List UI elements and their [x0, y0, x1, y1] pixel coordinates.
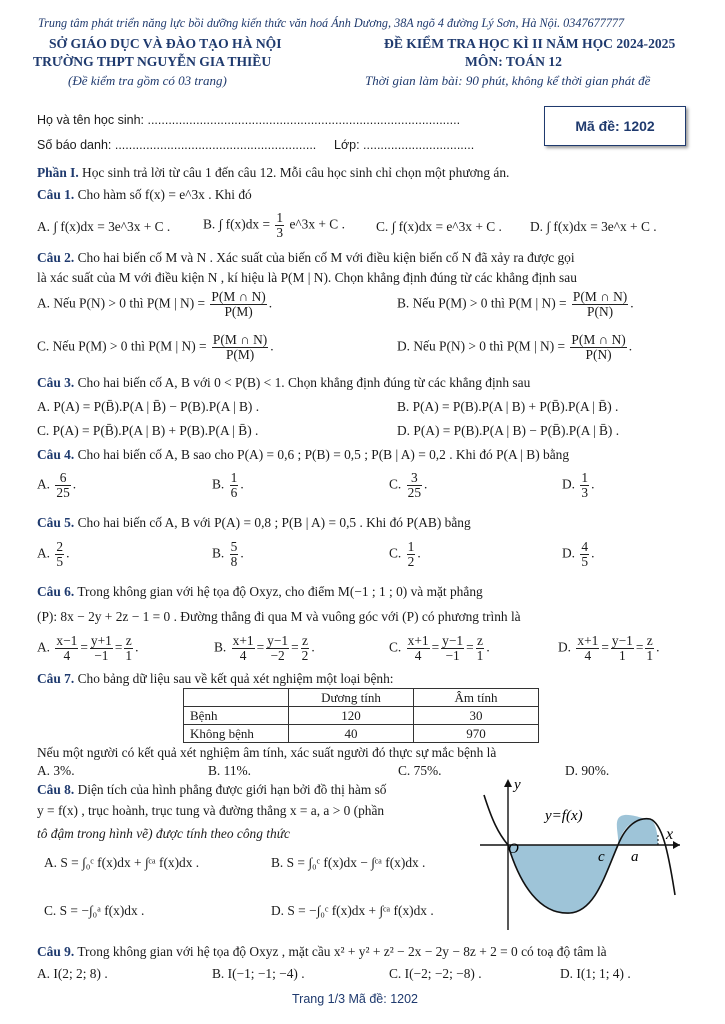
q3-option-a[interactable]: A. P(A) = P(B̄).P(A | B̄) − P(B).P(A | B) .: [37, 399, 260, 414]
numerator: y−1: [267, 633, 289, 648]
question-2: [37, 250, 575, 266]
question-label: Câu 5.: [37, 515, 75, 530]
fraction: [275, 211, 284, 240]
q5-option-d[interactable]: D. $\frac{4}{5}$ .: [562, 539, 595, 569]
question-9: [37, 944, 607, 960]
numerator: 1: [407, 539, 415, 554]
option-letter: B.: [212, 476, 225, 492]
q8-option-a[interactable]: A. S = ∫₀ᶜ f(x)dx + ∫ᶜᵃ f(x)dx .: [44, 855, 200, 870]
fraction: [301, 634, 310, 663]
q2-option-a[interactable]: A. Nếu P(N) > 0 thì P(M | N) = $\frac{P(M \cap N)}{P(M)}$ .: [37, 289, 273, 319]
q3-option-d[interactable]: D. P(A) = P(B).P(A | B) − P(B̄).P(A | B̄) .: [397, 423, 620, 438]
q7-option-b[interactable]: B. 11%.: [208, 763, 252, 778]
header-subject: MÔN: TOÁN 12: [465, 54, 562, 69]
option-letter: A.: [37, 639, 51, 655]
option-letter: A.: [37, 545, 51, 561]
denominator: P(M): [225, 347, 255, 362]
option-letter: B.: [214, 639, 227, 655]
denominator: 4: [63, 648, 71, 663]
q6-option-b[interactable]: B. $\frac{x+1}{4}$ = $\frac{y-1}{-2}$ = $\frac{z}{2}$ .: [214, 633, 315, 663]
function-label: y=f(x): [545, 808, 583, 824]
header-department: SỞ GIÁO DỤC VÀ ĐÀO TẠO HÀ NỘI: [49, 36, 282, 51]
q1-option-d[interactable]: D. ∫ f(x)dx = 3e^x + C .: [530, 219, 657, 234]
option-letter: B.: [212, 545, 225, 561]
q9-option-c[interactable]: C. I(−2; −2; −8) .: [389, 966, 482, 981]
denominator: 25: [56, 485, 70, 500]
numerator: x+1: [407, 633, 429, 648]
numerator: 1: [230, 470, 238, 485]
numerator: x+1: [577, 633, 599, 648]
student-name-field[interactable]: Họ và tên học sinh: ..........................................................................................: [37, 113, 461, 127]
fraction: [645, 634, 654, 663]
fraction: [407, 634, 430, 663]
denominator: 5: [56, 554, 64, 569]
x-axis-arrow: [673, 841, 680, 849]
fraction: [55, 471, 70, 500]
question-6-line-2: (P): 8x − 2y + 2z − 1 = 0 . Đường thẳng đi qua M và vuông góc với (P) có phương trình là: [37, 609, 521, 624]
numerator: 4: [581, 539, 589, 554]
numerator: z: [646, 633, 653, 648]
option-letter: A.: [37, 476, 51, 492]
q8-option-b[interactable]: B. S = ∫₀ᶜ f(x)dx − ∫ᶜᵃ f(x)dx .: [271, 855, 426, 870]
part-1-instructions: [37, 165, 509, 181]
table-row: [184, 689, 539, 707]
function-graph: [470, 775, 690, 935]
header-exam-title: ĐỀ KIỂM TRA HỌC KÌ II NĂM HỌC 2024-2025: [384, 36, 676, 51]
x-axis-label: x: [666, 826, 674, 843]
denominator: 3: [581, 485, 589, 500]
denominator: 5: [581, 554, 589, 569]
q7-option-a[interactable]: A. 3%.: [37, 763, 75, 778]
fraction: [232, 634, 255, 663]
denominator: 4: [414, 648, 422, 663]
table-row: [184, 725, 539, 743]
denominator: P(N): [585, 347, 612, 362]
question-7: [37, 671, 394, 687]
denominator: 2: [407, 554, 415, 569]
numerator: y−1: [611, 633, 633, 648]
q8-option-d[interactable]: D. S = −∫₀ᶜ f(x)dx + ∫ᶜᵃ f(x)dx .: [271, 903, 434, 918]
question-3: [37, 375, 530, 391]
q7-option-d[interactable]: D. 90%.: [565, 763, 610, 778]
fraction: [407, 471, 422, 500]
q7-option-c[interactable]: C. 75%.: [398, 763, 442, 778]
numerator: z: [477, 633, 483, 648]
fraction: [210, 290, 266, 319]
question-8: [37, 782, 387, 798]
origin-label: O: [508, 841, 519, 857]
page-footer: Trang 1/3 Mã đề: 1202: [292, 992, 419, 1006]
table-header: Dương tính: [289, 689, 414, 707]
q2-option-d[interactable]: D. Nếu P(N) > 0 thì P(M | N) = $\frac{P(M \cap N)}{P(N)}$ .: [397, 332, 633, 362]
question-text: Cho hai biến cố A, B sao cho P(A) = 0,6 ; P(B) = 0,5 ; P(B | A) = 0,2 . Khi đó P(A | B) bằng: [77, 447, 570, 462]
option-letter: D.: [562, 545, 576, 561]
q4-option-c[interactable]: C. $\frac{3}{25}$ .: [389, 470, 428, 500]
question-label: Câu 9.: [37, 944, 75, 959]
table-cell: 970: [414, 725, 539, 743]
q9-option-d[interactable]: D. I(1; 1; 4) .: [560, 966, 631, 981]
c-label: c: [598, 849, 605, 865]
question-text: Cho hai biến cố M và N . Xác suất của biến cố M với điều kiện biến cố N đã xảy ra được gọi: [77, 250, 575, 265]
header-duration: Thời gian làm bài: 90 phút, không kể thời gian phát đề: [365, 73, 651, 88]
q8-option-c[interactable]: C. S = −∫₀ᵃ f(x)dx .: [44, 903, 145, 918]
denominator: 25: [407, 485, 422, 500]
denominator: 8: [230, 554, 238, 569]
fraction: [90, 634, 113, 663]
header-page-count: (Đề kiểm tra gồm có 03 trang): [68, 73, 227, 88]
q1-b-post: e^3x + C .: [289, 216, 345, 232]
q9-option-a[interactable]: A. I(2; 2; 8) .: [37, 966, 108, 981]
denominator: 1: [619, 648, 626, 663]
denominator: 1: [125, 648, 133, 663]
fraction: [476, 634, 485, 663]
q1-option-b[interactable]: [203, 211, 345, 240]
question-label: Câu 4.: [37, 447, 75, 462]
numerator: 5: [230, 539, 238, 554]
option-letter: C.: [389, 545, 402, 561]
denominator: 4: [239, 648, 247, 663]
question-label: Câu 1.: [37, 187, 75, 202]
denominator: 4: [584, 648, 592, 663]
table-header: Âm tính: [414, 689, 539, 707]
question-2-line-2: là xác suất của M với điều kiện N , kí hiệu là P(M | N). Chọn khẳng định đúng từ các khẳng định sau: [37, 270, 577, 285]
numerator: z: [302, 633, 308, 648]
q6-option-c[interactable]: C. $\frac{x+1}{4}$ = $\frac{y-1}{-1}$ = $\frac{z}{1}$ .: [389, 633, 490, 663]
header-school: TRƯỜNG THPT NGUYỄN GIA THIỀU: [33, 54, 272, 69]
table-cell: 40: [289, 725, 414, 743]
question-5: [37, 515, 471, 531]
question-text: Cho bảng dữ liệu sau về kết quả xét nghiệm một loại bệnh:: [77, 671, 394, 686]
q2-b-pre: B. Nếu P(M) > 0 thì P(M | N) =: [397, 295, 567, 311]
option-letter: C.: [389, 639, 402, 655]
fraction: [55, 634, 78, 663]
fraction: [570, 333, 626, 362]
q1-option-a[interactable]: A. ∫ f(x)dx = 3e^3x + C .: [37, 219, 171, 234]
exam-code: Mã đề: 1202: [575, 118, 655, 134]
question-text: Cho hàm số f(x) = e^3x . Khi đó: [77, 187, 252, 202]
numerator: 1: [581, 470, 589, 485]
exam-code-box: [544, 106, 686, 146]
table-cell: Bệnh: [184, 707, 289, 725]
q9-option-b[interactable]: B. I(−1; −1; −4) .: [212, 966, 305, 981]
numerator: y−1: [442, 633, 464, 648]
q6-option-a[interactable]: A. $\frac{x-1}{4}$ = $\frac{y+1}{-1}$ = $\frac{z}{1}$ .: [37, 633, 139, 663]
denominator: 2: [301, 648, 309, 663]
fraction: [576, 634, 599, 663]
q6-option-d[interactable]: D. $\frac{x+1}{4}$ = $\frac{y-1}{1}$ = $\frac{z}{1}$ .: [558, 633, 660, 663]
question-text: Trong không gian với hệ tọa độ Oxyz, cho điểm M(−1 ; 1 ; 0) và mặt phẳng: [77, 584, 483, 599]
question-1: [37, 187, 252, 203]
question-text: Cho hai biến cố A, B với 0 < P(B) < 1. Chọn khẳng định đúng từ các khẳng định sau: [77, 375, 531, 390]
numerator: x+1: [232, 633, 254, 648]
q1-b-pre: B. ∫ f(x)dx =: [203, 216, 271, 232]
fraction: [580, 540, 589, 569]
numerator: P(M ∩ N): [212, 332, 268, 347]
part-text: Học sinh trả lời từ câu 1 đến câu 12. Mỗi câu học sinh chỉ chọn một phương án.: [82, 165, 510, 180]
class-field[interactable]: Lớp: ................................: [334, 138, 475, 152]
numerator: 3: [407, 471, 422, 486]
top-note: Trung tâm phát triển năng lực bồi dưỡng kiến thức văn hoá Ánh Dương, 38A ngõ 4 đường Lý Sơn, Hà Nội. 0347677777: [38, 16, 625, 30]
fraction: [572, 290, 628, 319]
fraction: [230, 471, 239, 500]
denominator: −1: [445, 648, 460, 663]
q4-option-d[interactable]: D. $\frac{1}{3}$ .: [562, 470, 595, 500]
q4-option-b[interactable]: B. $\frac{1}{6}$ .: [212, 470, 244, 500]
q2-option-c[interactable]: C. Nếu P(M) > 0 thì P(M | N) = $\frac{P(M \cap N)}{P(M)}$ .: [37, 332, 274, 362]
q3-option-c[interactable]: C. P(A) = P(B̄).P(A | B) + P(B).P(A | B̄) .: [37, 423, 259, 438]
fraction: [230, 540, 239, 569]
question-label: Câu 8.: [37, 782, 75, 797]
question-label: Câu 7.: [37, 671, 75, 686]
numerator: y+1: [90, 633, 112, 648]
y-axis-label: y: [514, 777, 521, 793]
table-cell: Không bệnh: [184, 725, 289, 743]
question-8-line-2: y = f(x) , trục hoành, trục tung và đường thẳng x = a, a > 0 (phần: [37, 803, 385, 818]
fraction: [580, 471, 589, 500]
question-text: Trong không gian với hệ tọa độ Oxyz , mặt cầu x² + y² + z² − 2x − 2y − 8z + 2 = 0 có toạ độ tâm là: [77, 944, 607, 959]
q5-option-b[interactable]: B. $\frac{5}{8}$ .: [212, 539, 244, 569]
denominator: −1: [94, 648, 109, 663]
fraction: [611, 634, 634, 663]
question-6: [37, 584, 483, 600]
question-4: [37, 447, 569, 463]
option-letter: D.: [562, 476, 576, 492]
option-letter: C.: [389, 476, 402, 492]
question-label: Câu 2.: [37, 250, 75, 265]
q1-option-c[interactable]: C. ∫ f(x)dx = e^3x + C .: [376, 219, 502, 234]
q2-d-pre: D. Nếu P(N) > 0 thì P(M | N) =: [397, 338, 566, 354]
fraction: [441, 634, 464, 663]
fraction: [55, 540, 64, 569]
denominator: 6: [230, 485, 238, 500]
fraction: [266, 634, 289, 663]
numerator: z: [125, 633, 132, 648]
q2-option-b[interactable]: B. Nếu P(M) > 0 thì P(M | N) = $\frac{P(M \cap N)}{P(N)}$ .: [397, 289, 634, 319]
numerator: 6: [55, 471, 70, 486]
denominator: 1: [476, 648, 484, 663]
question-label: Câu 3.: [37, 375, 75, 390]
numerator: P(M ∩ N): [572, 289, 628, 304]
part-title: Phần I.: [37, 165, 79, 180]
results-table: [183, 688, 539, 743]
y-axis-arrow: [504, 779, 512, 787]
q4-option-a[interactable]: A. $\frac{6}{25}$ .: [37, 470, 77, 500]
fraction: [407, 540, 416, 569]
table-row: [184, 707, 539, 725]
q5-option-c[interactable]: C. $\frac{1}{2}$ .: [389, 539, 421, 569]
question-label: Câu 6.: [37, 584, 75, 599]
q5-option-a[interactable]: A. $\frac{2}{5}$ .: [37, 539, 70, 569]
table-cell: 120: [289, 707, 414, 725]
numerator: P(M ∩ N): [211, 289, 266, 304]
numerator: 1: [276, 210, 284, 225]
q2-c-pre: C. Nếu P(M) > 0 thì P(M | N) =: [37, 338, 207, 354]
numerator: P(M ∩ N): [571, 332, 626, 347]
numerator: 2: [56, 539, 64, 554]
question-text: Diện tích của hình phẳng được giới hạn bởi đồ thị hàm số: [77, 782, 387, 797]
question-7-followup: Nếu một người có kết quả xét nghiệm âm tính, xác suất người đó thực sự mắc bệnh là: [37, 745, 497, 760]
table-cell: [184, 689, 289, 707]
question-text: Cho hai biến cố A, B với P(A) = 0,8 ; P(B | A) = 0,5 . Khi đó P(AB) bằng: [77, 515, 471, 530]
a-label: a: [631, 849, 639, 865]
denominator: 3: [276, 225, 284, 240]
option-letter: D.: [558, 639, 572, 655]
denominator: P(M): [224, 304, 253, 319]
fraction: [124, 634, 133, 663]
denominator: −2: [270, 648, 285, 663]
student-id-field[interactable]: Số báo danh: ..........................................................: [37, 138, 317, 152]
denominator: 1: [646, 648, 654, 663]
fraction: [212, 333, 268, 362]
table-cell: 30: [414, 707, 539, 725]
question-8-line-3: tô đậm trong hình vẽ) được tính theo công thức: [37, 826, 290, 841]
denominator: P(N): [587, 304, 614, 319]
q3-option-b[interactable]: B. P(A) = P(B).P(A | B) + P(B̄).P(A | B̄) .: [397, 399, 619, 414]
numerator: x−1: [56, 633, 78, 648]
q2-a-pre: A. Nếu P(N) > 0 thì P(M | N) =: [37, 295, 206, 311]
